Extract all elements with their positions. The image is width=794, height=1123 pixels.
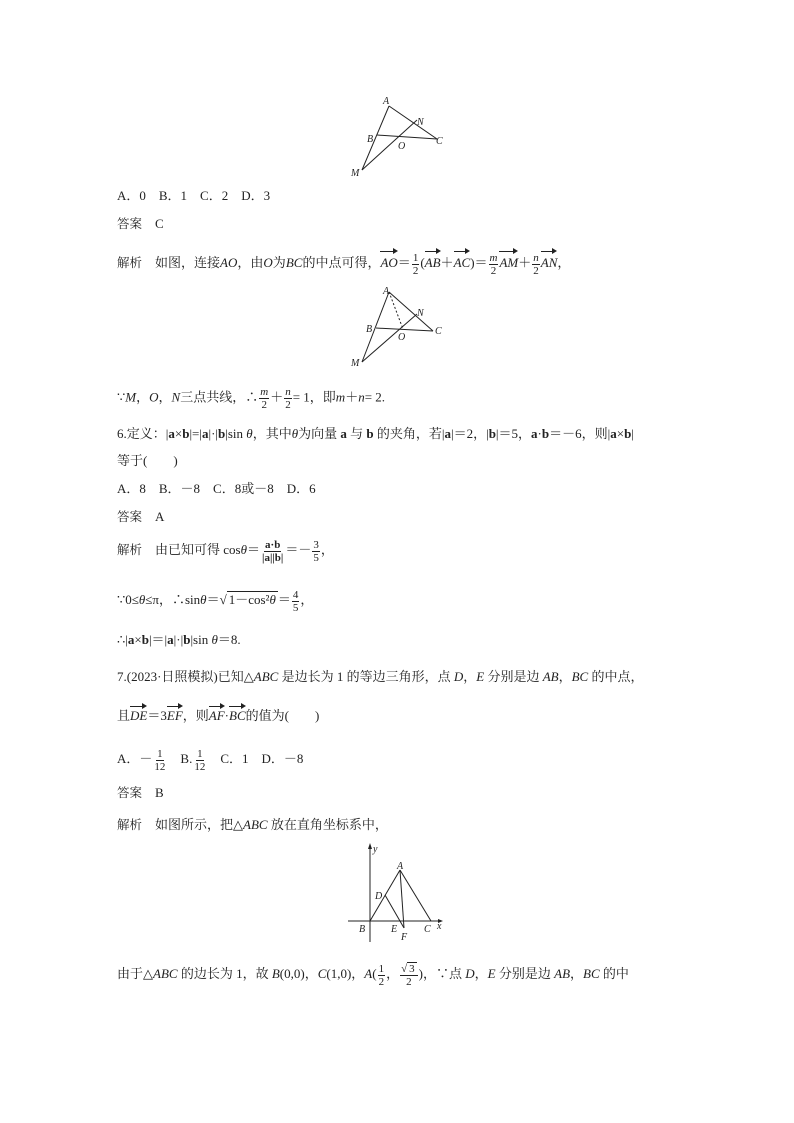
label-B: B <box>359 924 366 935</box>
axis-x-label: x <box>437 921 442 932</box>
label-C: C <box>435 326 442 337</box>
q7-stem: 7.(2023·日照模拟)已知△ABC 是边长为 1 的等边三角形，点 D，E 分别是边 AB，BC 的中点， <box>117 669 644 684</box>
q7-options: A．－ $\frac{1}{12}$ B. $\frac{1}{12}$ C．1 D．－8 <box>117 747 304 773</box>
label-M: M <box>351 358 360 369</box>
label-M: M <box>351 168 360 179</box>
label-A: A <box>383 96 390 107</box>
label-O: O <box>398 141 406 152</box>
q7-analysis: 解析 如图所示，把△ABC 放在直角坐标系中， <box>117 817 388 832</box>
label-F: F <box>401 932 408 943</box>
q5-answer: 答案 C <box>117 216 164 231</box>
label-D: D <box>375 891 383 902</box>
label-O: O <box>398 332 406 343</box>
q6-analysis: 解析 由已知可得 cosθ＝ $\frac{a\cdot b}{|a||b|}$ ＝－ $\frac{3}{5}$ ， <box>117 538 334 564</box>
triangle-figure-2 <box>345 284 455 374</box>
label-C: C <box>436 136 443 147</box>
label-B: B <box>367 134 374 145</box>
q6-sol-2: ∵0≤θ≤π，∴sinθ＝√ 1－cos²θ ＝ $\frac{4}{5}$ ， <box>117 588 314 614</box>
q7-answer: 答案 B <box>117 785 164 800</box>
label-E: E <box>391 924 398 935</box>
triangle-figure-1 <box>345 92 455 182</box>
label-B: B <box>366 324 373 335</box>
q7-stem-cont: 且DE＝3EF，则AF·BC的值为( ) <box>117 705 319 725</box>
q6-stem-cont: 等于( ) <box>117 453 178 468</box>
label-A: A <box>383 286 390 297</box>
q6-options: A．8 B．－8 C．8或－8 D．6 <box>117 481 316 496</box>
label-N: N <box>417 117 424 128</box>
q7-last-line: 由于△ABC 的边长为 1，故 B(0,0)，C(1,0)，A( $\frac{1}{2}$ ， $\frac{√ 3}{2}$ )，∵点 D，E 分别是边 AB，BC 的中 <box>117 962 629 988</box>
axis-y-label: y <box>373 844 378 855</box>
q5-conclusion: ∵M，O，N三点共线，∴ $\frac{m}{2}$ ＋ $\frac{n}{2}$ = 1，即m＋n= 2. <box>117 386 386 411</box>
coordinate-figure <box>345 840 450 945</box>
q6-sol-3: ∴|a×b|＝|a|·|b|sin θ＝8. <box>117 632 241 647</box>
q6-answer: 答案 A <box>117 509 165 524</box>
q5-analysis: 解析 如图，连接AO，由O为BC的中点可得，AO＝ $\frac{1}{2}$ (AB＋AC)＝ $\frac{m}{2}$ AM＋ $\frac{n}{2}$ AN， <box>117 251 571 277</box>
label-A: A <box>397 861 404 872</box>
label-C: C <box>424 924 431 935</box>
q5-options: A．0 B．1 C．2 D．3 <box>117 188 271 203</box>
label-N: N <box>417 308 424 319</box>
q6-stem: 6.定义：|a×b|=|a|·|b|sin θ，其中θ为向量 a 与 b 的夹角，若|a|＝2，|b|＝5，a·b＝－6，则|a×b| <box>117 426 634 441</box>
